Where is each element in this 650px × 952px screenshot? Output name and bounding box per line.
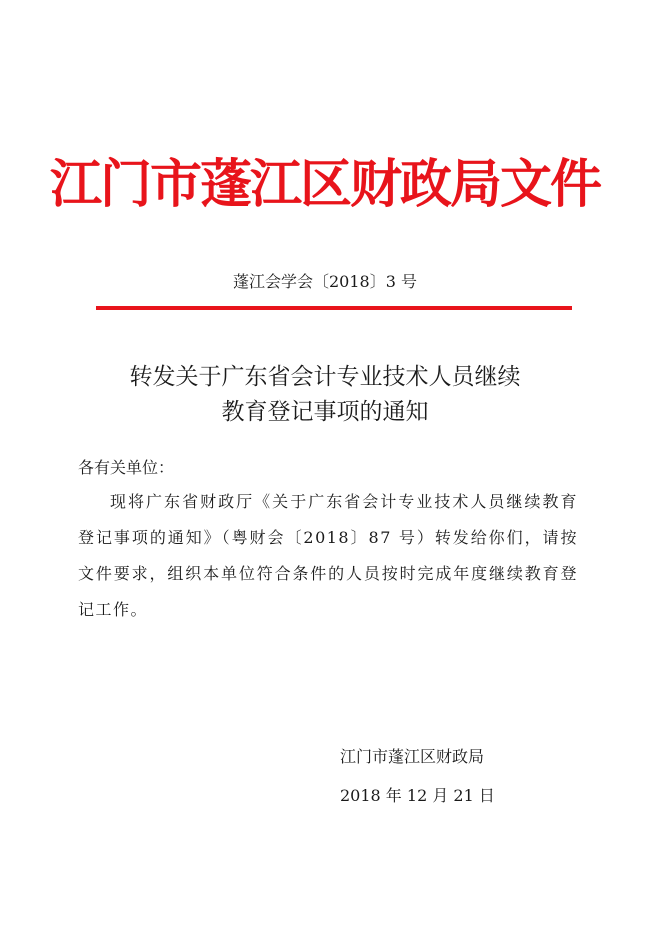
notice-title-line-1: 转发关于广东省会计专业技术人员继续: [129, 364, 521, 390]
red-divider-line: [96, 306, 572, 310]
body-paragraph: 现将广东省财政厅《关于广东省会计专业技术人员继续教育登记事项的通知》（粤财会〔2018〕87 号）转发给你们，请按文件要求，组织本单位符合条件的人员按时完成年度继续教育登记工作。: [78, 492, 578, 619]
notice-title-line-2: 教育登记事项的通知: [221, 399, 429, 425]
agency-header-title: 江门市蓬江区财政局文件: [49, 154, 600, 215]
salutation: 各有关单位：: [78, 458, 175, 477]
document-number: 蓬江会学会〔2018〕3 号: [233, 272, 417, 291]
issue-date: 2018 年 12 月 21 日: [340, 786, 495, 805]
issuer-signature: 江门市蓬江区财政局: [340, 747, 485, 766]
